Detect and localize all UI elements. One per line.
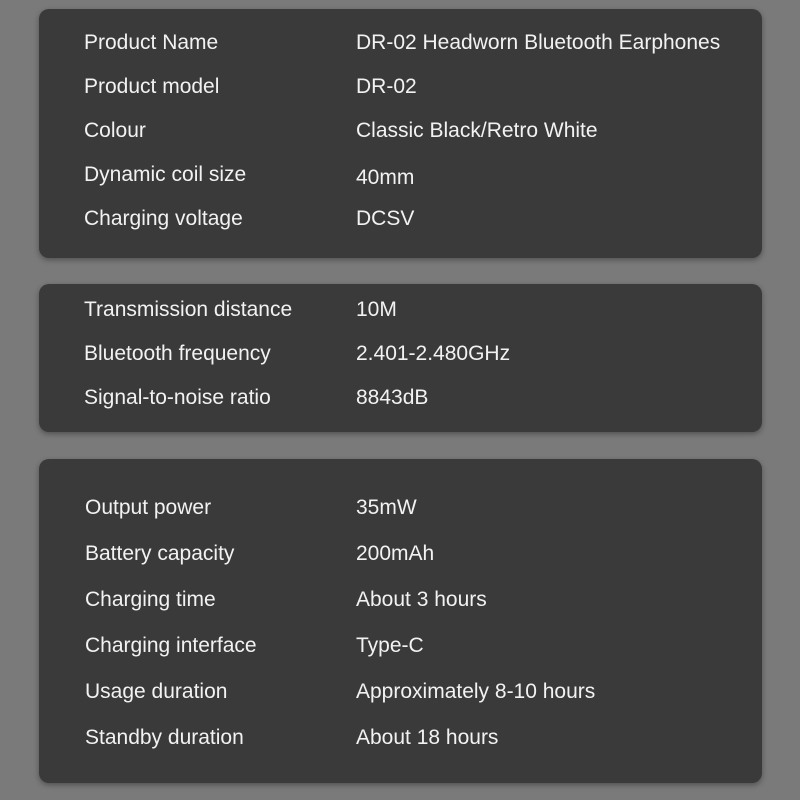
spec-row-colour: [39, 116, 762, 146]
spec-label: Standby duration: [85, 726, 244, 749]
spec-value: 40mm: [356, 166, 415, 189]
spec-value: About 3 hours: [356, 588, 487, 611]
spec-value: 10M: [356, 298, 397, 321]
spec-label: Colour: [84, 119, 146, 142]
spec-panel-general: [39, 9, 762, 258]
spec-label: Output power: [85, 496, 212, 519]
spec-value: Type-C: [356, 634, 424, 657]
spec-label: Product model: [84, 75, 220, 98]
spec-value: DCSV: [356, 207, 415, 230]
spec-value: 2.401-2.480GHz: [356, 342, 511, 365]
spec-label: Battery capacity: [85, 542, 235, 565]
spec-label: Charging time: [85, 588, 216, 611]
spec-label: Transmission distance: [84, 298, 293, 321]
spec-row-charging-time: [39, 585, 762, 615]
spec-value: 35mW: [356, 496, 417, 519]
spec-value: DR-02: [356, 75, 417, 98]
spec-value: 8843dB: [356, 386, 429, 409]
spec-row-bluetooth-frequency: [39, 339, 762, 369]
spec-label: Charging voltage: [84, 207, 243, 230]
spec-panel-wireless: [39, 284, 762, 432]
spec-label: Product Name: [84, 31, 219, 54]
spec-row-output-power: [39, 493, 762, 523]
spec-row-battery-capacity: [39, 539, 762, 569]
spec-row-standby-duration: [39, 723, 762, 753]
spec-value: About 18 hours: [356, 726, 499, 749]
spec-value: DR-02 Headworn Bluetooth Earphones: [356, 31, 721, 54]
spec-row-product-name: [39, 28, 762, 58]
spec-label: Bluetooth frequency: [84, 342, 271, 365]
spec-row-usage-duration: [39, 677, 762, 707]
spec-row-charging-interface: [39, 631, 762, 661]
spec-row-signal-to-noise-ratio: [39, 383, 762, 413]
spec-label: Dynamic coil size: [84, 163, 247, 186]
spec-row-transmission-distance: [39, 295, 762, 325]
spec-label: Usage duration: [85, 680, 228, 703]
spec-value: Classic Black/Retro White: [356, 119, 598, 142]
spec-label: Signal-to-noise ratio: [84, 386, 271, 409]
spec-value: 200mAh: [356, 542, 435, 565]
spec-panel-power: [39, 459, 762, 783]
spec-value: Approximately 8-10 hours: [356, 680, 596, 703]
spec-row-dynamic-coil-size: [39, 160, 762, 190]
spec-row-product-model: [39, 72, 762, 102]
spec-row-charging-voltage: [39, 204, 762, 234]
spec-label: Charging interface: [85, 634, 257, 657]
